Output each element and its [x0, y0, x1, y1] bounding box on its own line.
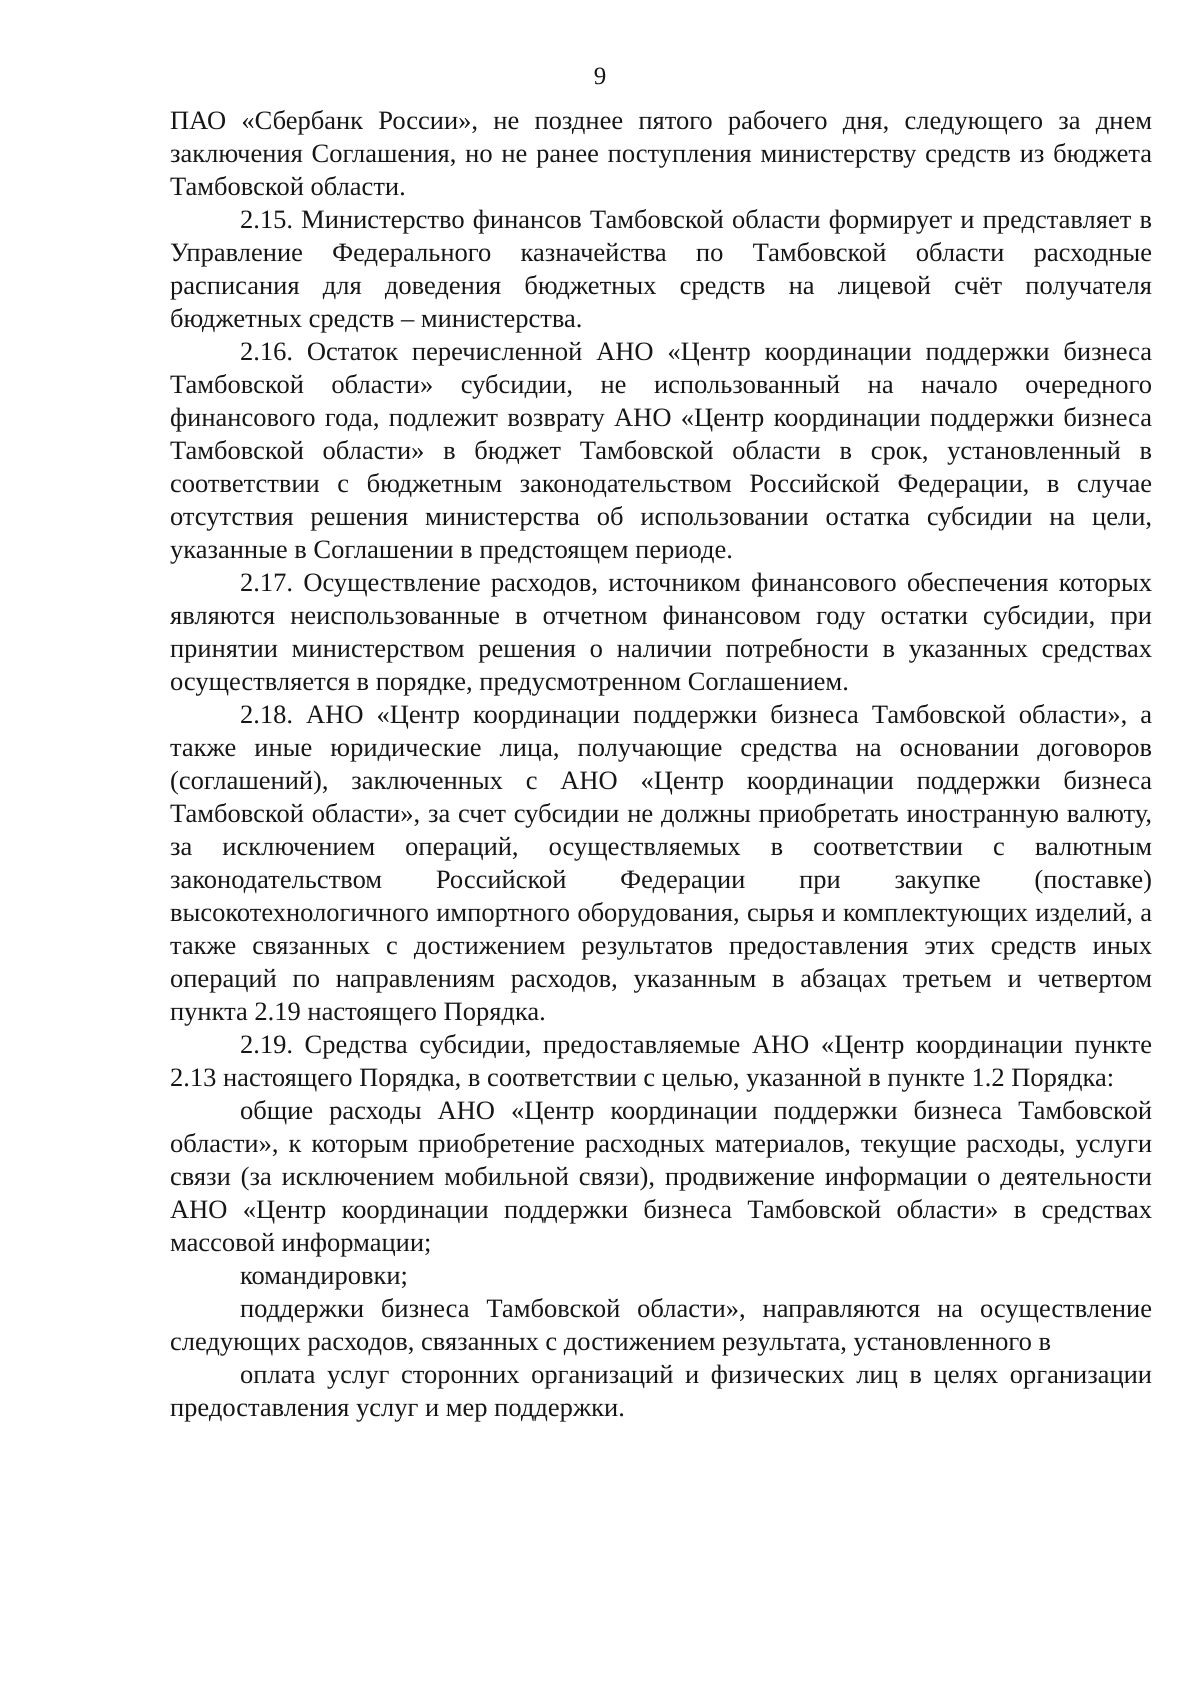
list-item-third-party-services: оплата услуг сторонних организаций и физических лиц в целях организации предоставления услуг и мер поддержки. — [170, 1359, 1152, 1422]
paragraph-2-18: 2.18. АНО «Центр координации поддержки бизнеса Тамбовской области», а также иные юридические лица, получающие средства на основании договоров (соглашений), заключенных с АНО «Центр координации поддержки бизнеса Тамбовской области», за счет субсидии не должны приобретать иностранную валюту, за исключением операций, осуществляемых в соответствии с валютным законодательством Российской Федерации при закупке (поставке) высокотехнологичного импортного оборудования, сырья и комплектующих изделий, а также связанных с достижением результатов предоставления этих средств иных операций по направлениям расходов, указанным в абзацах третьем и четвертом пункта 2.19 настоящего Порядка. — [170, 699, 1152, 1026]
page-number: 9 — [593, 63, 607, 90]
list-item-general-expenses: общие расходы АНО «Центр координации поддержки бизнеса Тамбовской области», к которым приобретение расходных материалов, текущие расходы, услуги связи (за исключением мобильной связи), продвижение информации о деятельности АНО «Центр координации поддержки бизнеса Тамбовской области» в средствах массовой информации; — [170, 1095, 1152, 1257]
document-body — [170, 104, 1152, 1424]
paragraph-2-17: 2.17. Осуществление расходов, источником финансового обеспечения которых являются неиспользованные в отчетном финансовом году остатки субсидии, при принятии министерством решения о наличии потребности в указанных средствах осуществляется в порядке, предусмотренном Соглашением. — [170, 567, 1152, 696]
paragraph-fragment-support: поддержки бизнеса Тамбовской области», направляются на осуществление следующих расходов, связанных с достижением результата, установленного в — [170, 1293, 1152, 1356]
paragraph-continuation: ПАО «Сбербанк России», не позднее пятого рабочего дня, следующего за днем заключения Соглашения, но не ранее поступления министерству средств из бюджета Тамбовской области. — [170, 105, 1152, 201]
paragraph-2-15: 2.15. Министерство финансов Тамбовской области формирует и представляет в Управление Федерального казначейства по Тамбовской области расходные расписания для доведения бюджетных средств на лицевой счёт получателя бюджетных средств – министерства. — [170, 204, 1152, 333]
list-item-business-trips: командировки; — [240, 1260, 408, 1290]
paragraph-2-16: 2.16. Остаток перечисленной АНО «Центр координации поддержки бизнеса Тамбовской области» субсидии, не использованный на начало очередного финансового года, подлежит возврату АНО «Центр координации поддержки бизнеса Тамбовской области» в бюджет Тамбовской области в срок, установленный в соответствии с бюджетным законодательством Российской Федерации, в случае отсутствия решения министерства об использовании остатка субсидии на цели, указанные в Соглашении в предстоящем периоде. — [170, 336, 1152, 564]
paragraph-2-19: 2.19. Средства субсидии, предоставляемые АНО «Центр координации пункте 2.13 настоящего Порядка, в соответствии с целью, указанной в пункте 1.2 Порядка: — [170, 1029, 1152, 1092]
